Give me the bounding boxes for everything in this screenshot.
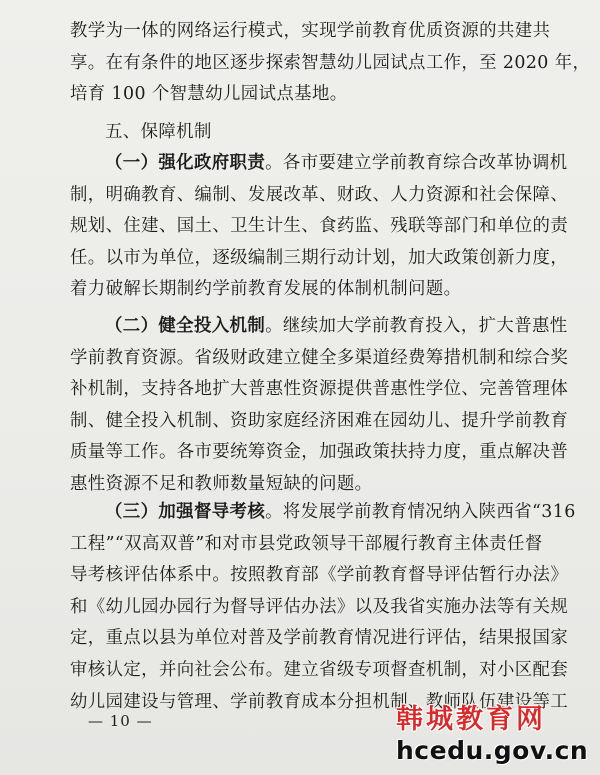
intro-paragraph (70, 16, 591, 111)
item3-first-line (70, 497, 576, 529)
text-line: 补机制，支持各地扩大普惠性资源提供普惠性学位、完善管理体 (70, 379, 569, 400)
text-line: 培育 100 个智慧幼儿园试点基地。 (70, 84, 348, 105)
text-line: 惠性资源不足和教师数量短缺的问题。 (70, 473, 373, 494)
text-line: 学前教育资源。省级财政建立健全多渠道经费筹措机制和综合奖 (70, 347, 569, 368)
watermark-site-name: 韩城教育网 (396, 704, 546, 735)
text-line: 导考核评估体系中。按照教育部《学前教育督导评估暂行办法》 (70, 565, 569, 586)
item2-paragraph (70, 311, 569, 501)
item1-paragraph (70, 148, 569, 306)
section-heading-block (70, 117, 566, 149)
item1-first-line (70, 148, 566, 180)
text-line: 着力破解长期制约学前教育发展的体制机制问题。 (70, 279, 462, 300)
item2-first-rest: 。继续加大学前教育投入，扩大普惠性 (265, 316, 568, 336)
text-line: 制，明确教育、编制、发展改革、财政、人力资源和社会保障、 (70, 184, 569, 205)
text-line: 规划、住建、国土、卫生计生、食药监、残联等部门和单位的责 (70, 216, 569, 237)
item2-title: （二）健全投入机制 (105, 316, 266, 336)
item3-first-rest: 。将发展学前教育情况纳入陕西省“316 (265, 502, 576, 522)
page-number: — 10 — (88, 712, 153, 730)
item3-paragraph (70, 497, 576, 718)
text-line: 审核认定，并向社会公布。建立省级专项督查机制，对小区配套 (70, 659, 569, 680)
text-line: 幼儿园建设与管理、学前教育成本分担机制、教师队伍建设等工 (70, 691, 569, 712)
text-line: 和《幼儿园办园行为督导评估办法》以及我省实施办法等有关规 (70, 596, 569, 617)
text-line: 定，重点以县为单位对普及学前教育情况进行评估，结果报国家 (70, 628, 569, 649)
text-line: 制、健全投入机制、资助家庭经济困难在园幼儿、提升学前教育 (70, 410, 569, 431)
text-line: 任。以市为单位，逐级编制三期行动计划，加大政策创新力度， (70, 247, 569, 268)
text-line: 质量等工作。各市要统筹资金，加强政策扶持力度，重点解决普 (70, 442, 569, 463)
item3-title: （三）加强督导考核 (105, 502, 266, 522)
text-line: 享。在有条件的地区逐步探索智慧幼儿园试点工作，至 2020 年， (70, 52, 591, 73)
item1-title: （一）强化政府职责 (105, 153, 266, 173)
item2-first-line (70, 311, 566, 343)
text-line: 工程”“双高双普”和对市县党政领导干部履行教育主体责任督 (70, 533, 543, 554)
section-heading: 五、保障机制 (105, 122, 212, 142)
text-line: 教学为一体的网络运行模式，实现学前教育优质资源的共建共 (70, 21, 551, 41)
item1-first-rest: 。各市要建立学前教育综合改革协调机 (265, 153, 568, 173)
watermark-domain: hcedu.gov.cn (396, 736, 589, 765)
